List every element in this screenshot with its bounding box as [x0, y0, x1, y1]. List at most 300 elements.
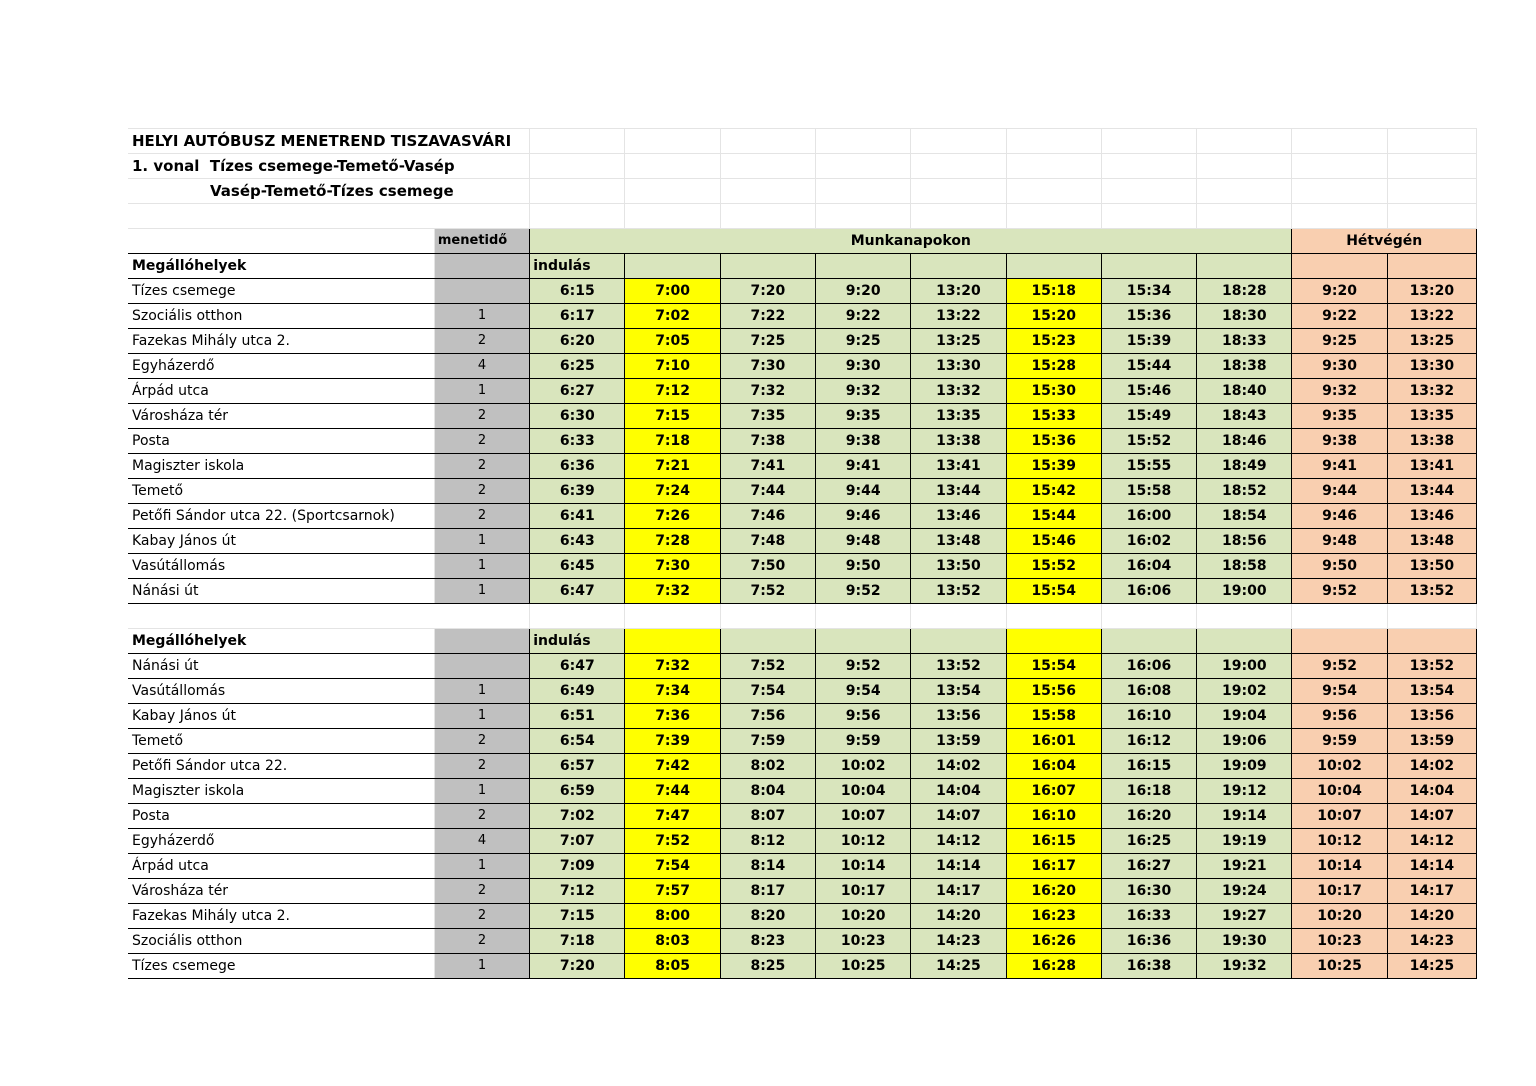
weekday-departure-time: 9:22 — [816, 304, 911, 329]
weekday-departure-time: 15:49 — [1101, 404, 1196, 429]
departure-header: indulás — [530, 629, 625, 654]
weekend-departure-time: 9:46 — [1292, 504, 1387, 529]
weekday-departure-time: 7:41 — [720, 454, 815, 479]
weekday-departure-time: 6:33 — [530, 429, 625, 454]
weekday-departure-time: 16:07 — [1006, 779, 1101, 804]
weekday-departure-time: 18:56 — [1197, 529, 1292, 554]
weekend-departure-time: 9:22 — [1292, 304, 1387, 329]
weekday-departure-time: 7:47 — [625, 804, 720, 829]
outbound-stop-row — [129, 379, 1477, 404]
weekday-departure-time: 7:26 — [625, 504, 720, 529]
weekday-departure-time: 10:02 — [816, 754, 911, 779]
weekday-departure-time: 15:23 — [1006, 329, 1101, 354]
weekday-departure-time: 18:33 — [1197, 329, 1292, 354]
weekend-departure-time: 13:25 — [1387, 329, 1476, 354]
weekday-departure-time: 7:30 — [720, 354, 815, 379]
weekday-departure-time: 9:32 — [816, 379, 911, 404]
weekday-departure-time: 7:44 — [720, 479, 815, 504]
weekend-departure-time: 13:54 — [1387, 679, 1476, 704]
weekday-departure-time: 19:12 — [1197, 779, 1292, 804]
weekend-departure-time: 10:12 — [1292, 829, 1387, 854]
weekday-departure-time: 16:15 — [1101, 754, 1196, 779]
weekday-departure-time: 7:30 — [625, 554, 720, 579]
weekend-departure-time: 10:04 — [1292, 779, 1387, 804]
weekday-departure-time: 9:25 — [816, 329, 911, 354]
outbound-stop-row — [129, 454, 1477, 479]
stop-name: Fazekas Mihály utca 2. — [129, 329, 435, 354]
weekday-departure-time: 10:07 — [816, 804, 911, 829]
weekend-departure-time: 14:20 — [1387, 904, 1476, 929]
stop-name: Petőfi Sándor utca 22. — [129, 754, 435, 779]
weekday-departure-time: 8:23 — [720, 929, 815, 954]
group-header-row — [129, 229, 1477, 254]
travel-time: 1 — [434, 704, 529, 729]
route-back: Vasép-Temető-Tízes csemege — [129, 179, 530, 204]
weekday-departure-time: 7:21 — [625, 454, 720, 479]
inbound-stop-row — [129, 779, 1477, 804]
weekday-departure-time: 16:33 — [1101, 904, 1196, 929]
weekday-departure-time: 16:00 — [1101, 504, 1196, 529]
inbound-stop-row — [129, 654, 1477, 679]
weekday-departure-time: 15:55 — [1101, 454, 1196, 479]
weekday-departure-time: 6:43 — [530, 529, 625, 554]
weekday-departure-time: 10:25 — [816, 954, 911, 979]
weekday-departure-time: 15:39 — [1101, 329, 1196, 354]
weekday-departure-time: 16:04 — [1006, 754, 1101, 779]
weekday-departure-time: 8:03 — [625, 929, 720, 954]
weekday-departure-time: 6:36 — [530, 454, 625, 479]
weekday-departure-time: 8:00 — [625, 904, 720, 929]
weekend-departure-time: 9:52 — [1292, 654, 1387, 679]
weekday-departure-time: 7:36 — [625, 704, 720, 729]
route-row-out — [129, 154, 1477, 179]
stop-name: Árpád utca — [129, 854, 435, 879]
travel-time: 1 — [434, 679, 529, 704]
weekday-departure-time: 7:32 — [720, 379, 815, 404]
weekday-departure-time: 18:30 — [1197, 304, 1292, 329]
weekend-departure-time: 9:30 — [1292, 354, 1387, 379]
stop-name: Vasútállomás — [129, 554, 435, 579]
weekday-departure-time: 19:14 — [1197, 804, 1292, 829]
weekday-departure-time: 13:44 — [911, 479, 1006, 504]
weekday-departure-time: 6:54 — [530, 729, 625, 754]
weekday-departure-time: 13:46 — [911, 504, 1006, 529]
weekday-departure-time: 15:18 — [1006, 279, 1101, 304]
weekday-departure-time: 14:25 — [911, 954, 1006, 979]
weekday-departure-time: 7:59 — [720, 729, 815, 754]
weekday-departure-time: 7:18 — [530, 929, 625, 954]
stop-name: Temető — [129, 729, 435, 754]
travel-time: 4 — [434, 354, 529, 379]
inbound-stop-row — [129, 804, 1477, 829]
weekday-departure-time: 9:30 — [816, 354, 911, 379]
weekend-departure-time: 9:52 — [1292, 579, 1387, 604]
weekday-departure-time: 6:41 — [530, 504, 625, 529]
weekday-departure-time: 13:52 — [911, 654, 1006, 679]
weekday-departure-time: 7:20 — [530, 954, 625, 979]
weekday-departure-time: 7:10 — [625, 354, 720, 379]
weekday-departure-time: 7:34 — [625, 679, 720, 704]
travel-time: 1 — [434, 379, 529, 404]
weekday-departure-time: 16:30 — [1101, 879, 1196, 904]
weekday-departure-time: 13:32 — [911, 379, 1006, 404]
weekday-departure-time: 13:22 — [911, 304, 1006, 329]
weekday-departure-time: 19:02 — [1197, 679, 1292, 704]
weekday-departure-time: 6:25 — [530, 354, 625, 379]
weekday-departure-time: 15:39 — [1006, 454, 1101, 479]
weekday-departure-time: 7:25 — [720, 329, 815, 354]
weekend-departure-time: 10:20 — [1292, 904, 1387, 929]
weekend-departure-time: 13:44 — [1387, 479, 1476, 504]
weekday-departure-time: 16:12 — [1101, 729, 1196, 754]
weekday-departure-time: 8:05 — [625, 954, 720, 979]
weekend-departure-time: 13:52 — [1387, 579, 1476, 604]
weekday-departure-time: 8:12 — [720, 829, 815, 854]
outbound-stop-row — [129, 579, 1477, 604]
weekday-departure-time: 15:54 — [1006, 654, 1101, 679]
weekday-departure-time: 18:54 — [1197, 504, 1292, 529]
travel-time: 2 — [434, 804, 529, 829]
weekend-departure-time: 14:04 — [1387, 779, 1476, 804]
weekend-departure-time: 14:23 — [1387, 929, 1476, 954]
weekday-departure-time: 15:33 — [1006, 404, 1101, 429]
travel-time — [434, 279, 529, 304]
weekday-departure-time: 15:20 — [1006, 304, 1101, 329]
weekday-departure-time: 7:24 — [625, 479, 720, 504]
travel-time: 1 — [434, 529, 529, 554]
inbound-stop-row — [129, 854, 1477, 879]
weekday-departure-time: 6:27 — [530, 379, 625, 404]
weekday-departure-time: 7:46 — [720, 504, 815, 529]
inbound-stop-row — [129, 954, 1477, 979]
weekend-departure-time: 9:56 — [1292, 704, 1387, 729]
weekend-departure-time: 13:59 — [1387, 729, 1476, 754]
stop-name: Posta — [129, 429, 435, 454]
weekday-departure-time: 14:02 — [911, 754, 1006, 779]
weekday-departure-time: 15:58 — [1006, 704, 1101, 729]
stop-name: Fazekas Mihály utca 2. — [129, 904, 435, 929]
spacer-row — [129, 204, 1477, 229]
stops-header: Megállóhelyek — [129, 254, 435, 279]
stop-name: Kabay János út — [129, 704, 435, 729]
weekday-departure-time: 15:52 — [1101, 429, 1196, 454]
weekday-departure-time: 13:59 — [911, 729, 1006, 754]
weekday-departure-time: 15:42 — [1006, 479, 1101, 504]
weekday-departure-time: 13:50 — [911, 554, 1006, 579]
weekday-departure-time: 7:12 — [530, 879, 625, 904]
stop-name: Tízes csemege — [129, 954, 435, 979]
weekday-departure-time: 14:17 — [911, 879, 1006, 904]
weekday-departure-time: 18:38 — [1197, 354, 1292, 379]
outbound-stop-row — [129, 404, 1477, 429]
weekday-departure-time: 16:06 — [1101, 654, 1196, 679]
weekday-departure-time: 7:52 — [720, 654, 815, 679]
weekend-departure-time: 9:44 — [1292, 479, 1387, 504]
weekday-departure-time: 16:18 — [1101, 779, 1196, 804]
weekend-departure-time: 13:46 — [1387, 504, 1476, 529]
weekday-departure-time: 16:04 — [1101, 554, 1196, 579]
weekend-departure-time: 13:20 — [1387, 279, 1476, 304]
travel-time: 2 — [434, 504, 529, 529]
stop-name: Egyházerdő — [129, 829, 435, 854]
weekday-departure-time: 19:04 — [1197, 704, 1292, 729]
stop-name: Temető — [129, 479, 435, 504]
travel-time: 2 — [434, 479, 529, 504]
weekday-departure-time: 7:57 — [625, 879, 720, 904]
weekday-departure-time: 16:20 — [1006, 879, 1101, 904]
weekday-departure-time: 16:06 — [1101, 579, 1196, 604]
weekday-departure-time: 16:10 — [1006, 804, 1101, 829]
weekday-departure-time: 7:05 — [625, 329, 720, 354]
weekend-departure-time: 9:20 — [1292, 279, 1387, 304]
weekday-departure-time: 7:42 — [625, 754, 720, 779]
weekday-departure-time: 10:12 — [816, 829, 911, 854]
weekday-departure-time: 19:06 — [1197, 729, 1292, 754]
weekend-departure-time: 9:50 — [1292, 554, 1387, 579]
weekday-departure-time: 18:40 — [1197, 379, 1292, 404]
weekday-departure-time: 9:54 — [816, 679, 911, 704]
stop-name: Árpád utca — [129, 379, 435, 404]
travel-time: 1 — [434, 854, 529, 879]
stop-name: Tízes csemege — [129, 279, 435, 304]
travel-time: 2 — [434, 404, 529, 429]
route-out-cell — [129, 154, 530, 179]
weekday-departure-time: 18:46 — [1197, 429, 1292, 454]
weekday-departure-time: 8:17 — [720, 879, 815, 904]
weekend-departure-time: 10:14 — [1292, 854, 1387, 879]
weekday-departure-time: 16:23 — [1006, 904, 1101, 929]
direction-spacer — [129, 604, 1477, 629]
weekday-departure-time: 16:08 — [1101, 679, 1196, 704]
weekday-departure-time: 19:09 — [1197, 754, 1292, 779]
weekend-departure-time: 9:32 — [1292, 379, 1387, 404]
weekday-departure-time: 15:46 — [1101, 379, 1196, 404]
line-number: 1. vonal — [132, 157, 200, 175]
weekday-departure-time: 16:15 — [1006, 829, 1101, 854]
weekday-departure-time: 18:49 — [1197, 454, 1292, 479]
weekday-departure-time: 15:36 — [1006, 429, 1101, 454]
stop-name: Magiszter iskola — [129, 779, 435, 804]
weekday-departure-time: 14:12 — [911, 829, 1006, 854]
weekday-departure-time: 16:10 — [1101, 704, 1196, 729]
stop-name: Városháza tér — [129, 404, 435, 429]
weekend-departure-time: 13:32 — [1387, 379, 1476, 404]
weekday-departure-time: 15:56 — [1006, 679, 1101, 704]
weekdays-header: Munkanapokon — [530, 229, 1292, 254]
weekend-departure-time: 13:35 — [1387, 404, 1476, 429]
timetable-sheet — [128, 128, 1477, 979]
weekday-departure-time: 7:56 — [720, 704, 815, 729]
weekday-departure-time: 19:32 — [1197, 954, 1292, 979]
weekday-departure-time: 10:23 — [816, 929, 911, 954]
outbound-stop-row — [129, 304, 1477, 329]
outbound-stop-row — [129, 279, 1477, 304]
weekday-departure-time: 7:18 — [625, 429, 720, 454]
weekday-departure-time: 9:44 — [816, 479, 911, 504]
page-title: HELYI AUTÓBUSZ MENETREND TISZAVASVÁRI — [129, 129, 530, 154]
stop-name: Szociális otthon — [129, 929, 435, 954]
weekday-departure-time: 15:36 — [1101, 304, 1196, 329]
weekend-departure-time: 10:17 — [1292, 879, 1387, 904]
weekday-departure-time: 7:00 — [625, 279, 720, 304]
stop-name: Posta — [129, 804, 435, 829]
weekend-departure-time: 14:12 — [1387, 829, 1476, 854]
column-header-row — [129, 254, 1477, 279]
weekday-departure-time: 19:27 — [1197, 904, 1292, 929]
weekend-departure-time: 13:56 — [1387, 704, 1476, 729]
travel-time: 2 — [434, 754, 529, 779]
stop-name: Vasútállomás — [129, 679, 435, 704]
weekday-departure-time: 9:20 — [816, 279, 911, 304]
weekday-departure-time: 14:23 — [911, 929, 1006, 954]
travel-time: 2 — [434, 929, 529, 954]
weekday-departure-time: 15:58 — [1101, 479, 1196, 504]
weekday-departure-time: 7:52 — [720, 579, 815, 604]
departure-header: indulás — [530, 254, 625, 279]
weekday-departure-time: 14:14 — [911, 854, 1006, 879]
weekday-departure-time: 16:17 — [1006, 854, 1101, 879]
weekday-departure-time: 7:39 — [625, 729, 720, 754]
column-header-row-2 — [129, 629, 1477, 654]
inbound-stop-row — [129, 679, 1477, 704]
weekday-departure-time: 13:38 — [911, 429, 1006, 454]
travel-time: 2 — [434, 429, 529, 454]
weekend-departure-time: 13:48 — [1387, 529, 1476, 554]
route-out: Tízes csemege-Temető-Vasép — [209, 157, 455, 175]
weekday-departure-time: 16:38 — [1101, 954, 1196, 979]
weekday-departure-time: 15:46 — [1006, 529, 1101, 554]
inbound-stop-row — [129, 829, 1477, 854]
weekday-departure-time: 13:25 — [911, 329, 1006, 354]
duration-header: menetidő — [434, 229, 529, 254]
weekday-departure-time: 19:21 — [1197, 854, 1292, 879]
weekday-departure-time: 16:27 — [1101, 854, 1196, 879]
weekday-departure-time: 7:22 — [720, 304, 815, 329]
weekday-departure-time: 8:20 — [720, 904, 815, 929]
weekday-departure-time: 16:20 — [1101, 804, 1196, 829]
weekday-departure-time: 7:20 — [720, 279, 815, 304]
weekday-departure-time: 13:35 — [911, 404, 1006, 429]
weekday-departure-time: 9:50 — [816, 554, 911, 579]
inbound-stop-row — [129, 879, 1477, 904]
weekday-departure-time: 15:44 — [1101, 354, 1196, 379]
weekend-departure-time: 13:38 — [1387, 429, 1476, 454]
weekday-departure-time: 7:44 — [625, 779, 720, 804]
weekday-departure-time: 13:30 — [911, 354, 1006, 379]
weekday-departure-time: 18:58 — [1197, 554, 1292, 579]
weekday-departure-time: 6:51 — [530, 704, 625, 729]
weekend-departure-time: 14:07 — [1387, 804, 1476, 829]
weekday-departure-time: 6:39 — [530, 479, 625, 504]
weekday-departure-time: 14:20 — [911, 904, 1006, 929]
weekday-departure-time: 15:34 — [1101, 279, 1196, 304]
inbound-stop-row — [129, 704, 1477, 729]
weekday-departure-time: 10:04 — [816, 779, 911, 804]
weekend-departure-time: 10:25 — [1292, 954, 1387, 979]
travel-time: 2 — [434, 879, 529, 904]
title-row — [129, 129, 1477, 154]
stop-name: Nánási út — [129, 654, 435, 679]
weekend-departure-time: 14:17 — [1387, 879, 1476, 904]
weekend-departure-time: 9:59 — [1292, 729, 1387, 754]
weekday-departure-time: 6:59 — [530, 779, 625, 804]
weekday-departure-time: 7:07 — [530, 829, 625, 854]
travel-time: 2 — [434, 729, 529, 754]
weekday-departure-time: 7:15 — [530, 904, 625, 929]
weekday-departure-time: 6:47 — [530, 654, 625, 679]
weekend-departure-time: 9:54 — [1292, 679, 1387, 704]
weekday-departure-time: 7:48 — [720, 529, 815, 554]
weekday-departure-time: 7:35 — [720, 404, 815, 429]
stop-name: Nánási út — [129, 579, 435, 604]
weekday-departure-time: 9:56 — [816, 704, 911, 729]
weekday-departure-time: 15:30 — [1006, 379, 1101, 404]
weekend-departure-time: 14:14 — [1387, 854, 1476, 879]
travel-time — [434, 654, 529, 679]
weekday-departure-time: 7:28 — [625, 529, 720, 554]
weekend-departure-time: 9:41 — [1292, 454, 1387, 479]
travel-time: 2 — [434, 904, 529, 929]
inbound-stop-row — [129, 929, 1477, 954]
weekday-departure-time: 10:14 — [816, 854, 911, 879]
weekday-departure-time: 13:54 — [911, 679, 1006, 704]
stop-name: Kabay János út — [129, 529, 435, 554]
weekday-departure-time: 15:28 — [1006, 354, 1101, 379]
weekday-departure-time: 6:17 — [530, 304, 625, 329]
weekday-departure-time: 7:32 — [625, 579, 720, 604]
weekday-departure-time: 6:57 — [530, 754, 625, 779]
stop-name: Magiszter iskola — [129, 454, 435, 479]
outbound-stop-row — [129, 554, 1477, 579]
outbound-stop-row — [129, 329, 1477, 354]
travel-time: 1 — [434, 579, 529, 604]
inbound-stop-row — [129, 729, 1477, 754]
weekday-departure-time: 7:32 — [625, 654, 720, 679]
weekday-departure-time: 7:52 — [625, 829, 720, 854]
weekday-departure-time: 19:19 — [1197, 829, 1292, 854]
outbound-stop-row — [129, 479, 1477, 504]
weekday-departure-time: 15:44 — [1006, 504, 1101, 529]
weekend-departure-time: 13:50 — [1387, 554, 1476, 579]
weekday-departure-time: 18:52 — [1197, 479, 1292, 504]
weekday-departure-time: 8:07 — [720, 804, 815, 829]
weekday-departure-time: 9:48 — [816, 529, 911, 554]
stop-name: Petőfi Sándor utca 22. (Sportcsarnok) — [129, 504, 435, 529]
weekend-departure-time: 13:22 — [1387, 304, 1476, 329]
stop-name: Egyházerdő — [129, 354, 435, 379]
weekday-departure-time: 7:15 — [625, 404, 720, 429]
outbound-stop-row — [129, 529, 1477, 554]
route-row-back — [129, 179, 1477, 204]
weekday-departure-time: 16:36 — [1101, 929, 1196, 954]
stop-name: Szociális otthon — [129, 304, 435, 329]
weekend-departure-time: 9:38 — [1292, 429, 1387, 454]
weekday-departure-time: 16:28 — [1006, 954, 1101, 979]
weekday-departure-time: 7:12 — [625, 379, 720, 404]
weekend-departure-time: 9:25 — [1292, 329, 1387, 354]
weekday-departure-time: 19:00 — [1197, 579, 1292, 604]
weekend-departure-time: 13:52 — [1387, 654, 1476, 679]
weekday-departure-time: 13:41 — [911, 454, 1006, 479]
travel-time: 2 — [434, 454, 529, 479]
weekday-departure-time: 7:02 — [530, 804, 625, 829]
weekend-departure-time: 14:02 — [1387, 754, 1476, 779]
weekday-departure-time: 19:00 — [1197, 654, 1292, 679]
weekday-departure-time: 6:20 — [530, 329, 625, 354]
weekend-header: Hétvégén — [1292, 229, 1477, 254]
weekday-departure-time: 7:54 — [720, 679, 815, 704]
weekday-departure-time: 15:54 — [1006, 579, 1101, 604]
